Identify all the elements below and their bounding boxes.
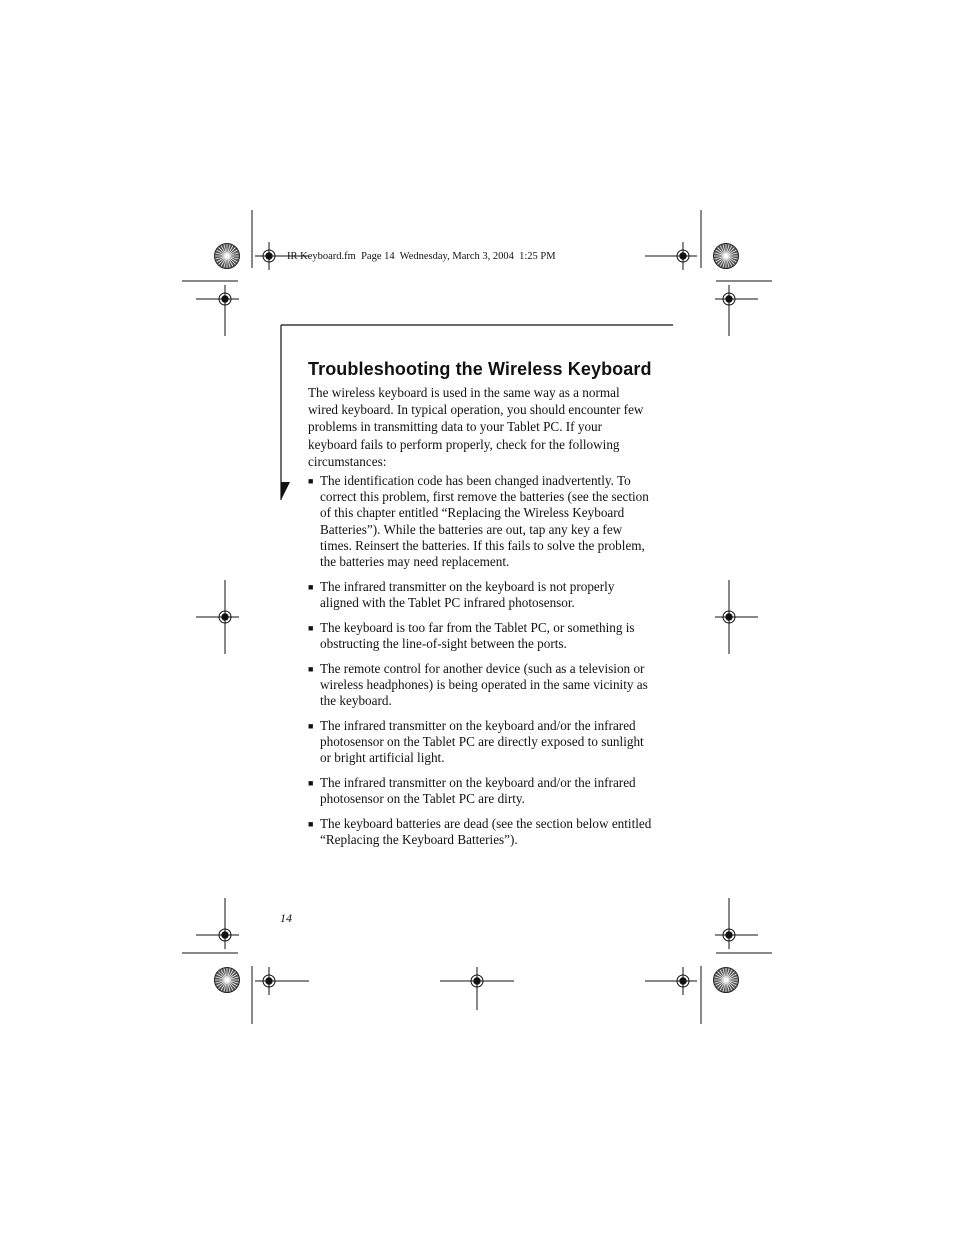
star-target-center (225, 978, 229, 982)
bullet-icon: ■ (308, 818, 314, 829)
list-item (308, 816, 653, 848)
bullet-icon: ■ (308, 777, 314, 788)
list-item (308, 620, 653, 652)
list-item (308, 661, 653, 710)
bullet-icon: ■ (308, 663, 314, 674)
bullet-icon: ■ (308, 476, 314, 486)
list-item-text: The infrared transmitter on the keyboard and/or the infrared photosensor on the Tablet PC are directly exposed to sunlight or bright artificial light. (320, 717, 644, 766)
bullet-icon: ■ (308, 622, 314, 633)
intro-paragraph: The wireless keyboard is used in the same way as a normal wired keyboard. In typical operation, you should encounter few problems in transmitting data to your Tablet PC. If your keyboard fails to perform properly, check for the following circumstances: (308, 385, 644, 469)
list-item-text: The identification code has been changed inadvertently. To correct this problem, first remove the batteries (see the section of this chapter entitled “Replacing the Wireless Keyboard Batteries”). While the batteries are out, tap any key a few times. Reinsert the batteries. If this fails to solve the problem, the batteries may need replacement. (320, 473, 649, 570)
page-title: Troubleshooting the Wireless Keyboard (308, 359, 652, 379)
page-number: 14 (280, 911, 292, 925)
bullet-icon: ■ (308, 720, 314, 731)
header-slug: IR Keyboard.fm Page 14 Wednesday, March 3, 2004 1:25 PM (287, 251, 556, 262)
list-item (308, 718, 653, 767)
list-item (308, 473, 653, 570)
circumstances-list (308, 473, 653, 857)
list-item (308, 579, 653, 611)
list-item-text: The keyboard is too far from the Tablet PC, or something is obstructing the line-of-sight between the ports. (320, 619, 635, 651)
list-item-text: The remote control for another device (such as a television or wireless headphones) is being operated in the same vicinity as the keyboard. (320, 660, 648, 708)
star-target-center (724, 978, 728, 982)
star-target-center (724, 254, 728, 258)
star-target-center (225, 254, 229, 258)
list-item (308, 775, 653, 807)
bullet-icon: ■ (308, 581, 314, 592)
list-item-text: The infrared transmitter on the keyboard and/or the infrared photosensor on the Tablet PC are dirty. (320, 774, 636, 806)
list-item-text: The keyboard batteries are dead (see the section below entitled “Replacing the Keyboard Batteries”). (320, 815, 652, 847)
thumb-tab-marker (281, 482, 290, 500)
list-item-text: The infrared transmitter on the keyboard is not properly aligned with the Tablet PC infrared photosensor. (320, 578, 615, 610)
